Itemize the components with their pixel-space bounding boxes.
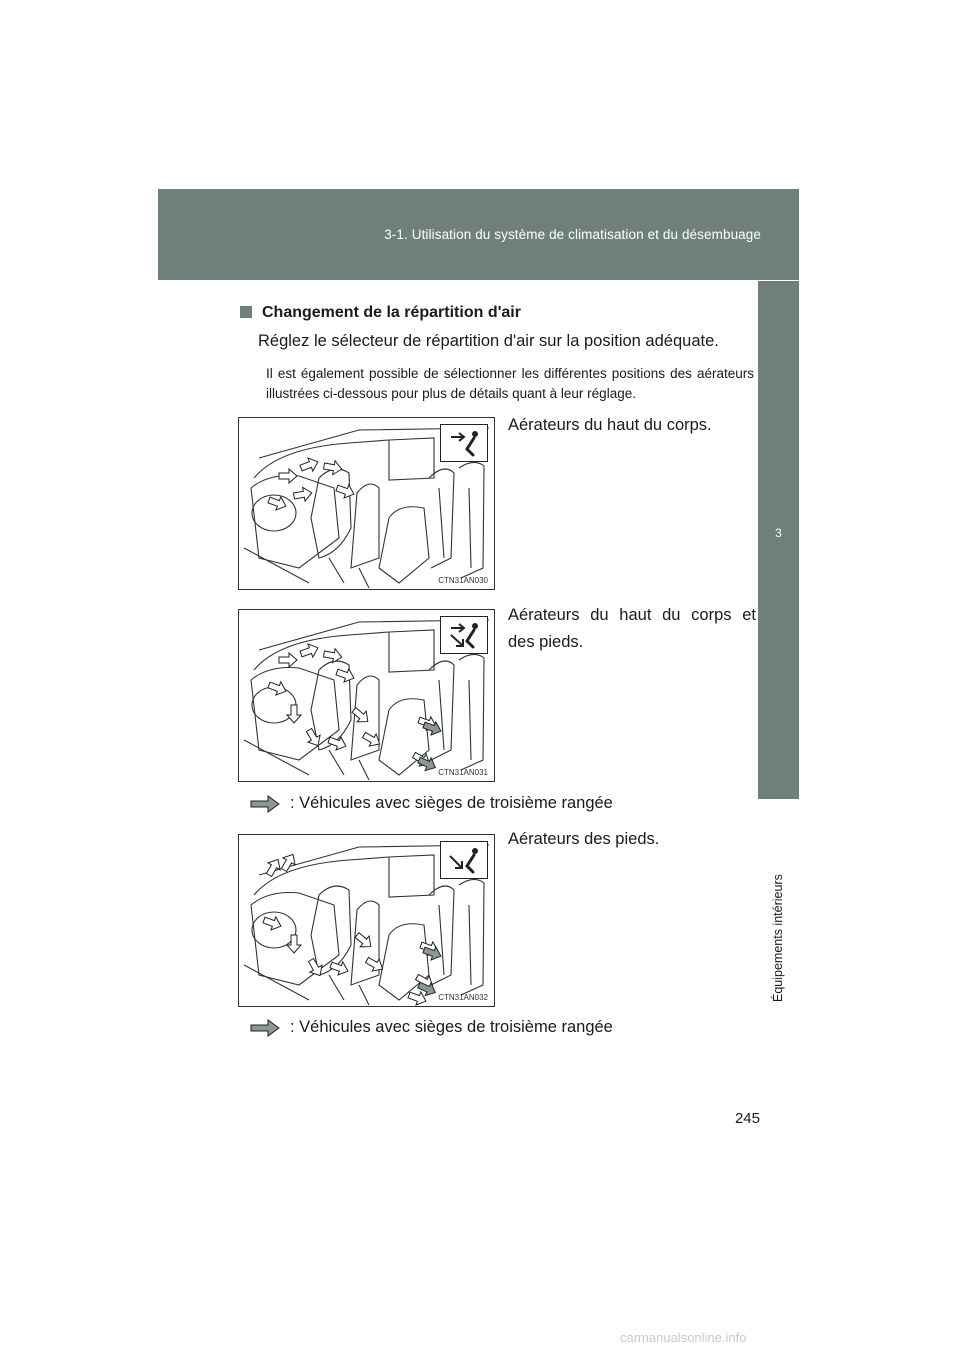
chapter-number: 3 <box>775 526 782 540</box>
chapter-side-tab <box>758 281 799 799</box>
illustration-line <box>459 654 484 770</box>
airflow-arrow <box>279 653 297 667</box>
legend-row <box>250 794 613 813</box>
airflow-arrow <box>335 481 357 500</box>
figure-code: CTN31AN032 <box>438 993 488 1002</box>
illustration-line <box>389 630 434 672</box>
third-row-arrow-icon <box>250 1019 280 1037</box>
illustration-line <box>459 462 484 578</box>
illustration-line <box>329 558 369 588</box>
airflow-arrow <box>293 486 313 503</box>
legend-row <box>250 1018 613 1037</box>
illustration-line <box>251 476 339 569</box>
square-bullet-icon <box>240 306 252 318</box>
airflow-arrow <box>267 493 289 512</box>
legend-text: : Véhicules avec sièges de troisième rangée <box>290 794 613 812</box>
figure-feet-vents <box>238 834 495 1007</box>
airflow-arrow <box>287 935 301 953</box>
face-feet-vent-icon <box>440 616 488 654</box>
airflow-arrow <box>350 705 373 727</box>
illustration-line <box>254 440 389 478</box>
chapter-header <box>158 189 799 280</box>
airflow-arrow <box>335 665 357 684</box>
feet-vent-icon <box>440 841 488 879</box>
illustration-line <box>439 905 471 985</box>
illustration-line <box>439 680 471 760</box>
figure-description: Aérateurs du haut du corps et des pieds. <box>508 606 756 651</box>
illustration-line <box>244 965 309 1000</box>
third-row-arrow-icon <box>250 795 280 813</box>
section-instruction: Réglez le sélecteur de répartition d'air sur la position adéquate. <box>258 332 719 350</box>
airflow-arrow <box>303 727 324 750</box>
airflow-arrow <box>361 729 384 750</box>
chapter-side-label <box>761 802 795 1002</box>
airflow-arrow <box>299 641 321 660</box>
illustration-line <box>254 632 389 670</box>
airflow-arrow <box>262 913 284 932</box>
airflow-arrow <box>287 705 301 723</box>
page-number: 245 <box>734 1110 760 1127</box>
illustration-line <box>329 750 369 780</box>
figure-face-vents <box>238 417 495 590</box>
figure-description: Aérateurs du haut du corps. <box>508 416 712 434</box>
chapter-title: 3-1. Utilisation du système de climatisation et du désembuage <box>384 227 761 242</box>
figure-code: CTN31AN030 <box>438 576 488 585</box>
section-note: Il est également possible de sélectionner les différentes positions des aérateurs illustrées ci-dessous pour plus de détails quant à leur réglage. <box>266 366 754 401</box>
illustration-line <box>459 879 484 995</box>
illustration-line <box>244 740 309 775</box>
airflow-arrow <box>299 455 321 474</box>
airflow-arrow <box>329 958 351 977</box>
section-heading-text: Changement de la répartition d'air <box>262 304 521 321</box>
airflow-arrow <box>353 930 376 952</box>
illustration-line <box>351 484 379 568</box>
watermark: carmanualsonline.info <box>620 1330 747 1345</box>
illustration-line <box>252 912 296 948</box>
illustration-line <box>389 438 434 480</box>
illustration-line <box>329 975 369 1005</box>
airflow-arrow <box>279 469 297 483</box>
illustration-line <box>439 488 471 568</box>
face-vent-icon <box>440 424 488 462</box>
figure-description: Aérateurs des pieds. <box>508 830 660 848</box>
chapter-side-label-text: Équipements intérieurs <box>771 874 785 1002</box>
illustration-line <box>389 855 434 897</box>
section-heading <box>240 304 521 322</box>
figure-face-feet-vents <box>238 609 495 782</box>
illustration-line <box>379 507 429 583</box>
airflow-arrow <box>323 459 343 476</box>
airflow-arrow <box>267 678 289 697</box>
legend-text: : Véhicules avec sièges de troisième rangée <box>290 1018 613 1036</box>
illustration-line <box>244 548 309 583</box>
figure-code: CTN31AN031 <box>438 768 488 777</box>
airflow-arrow <box>278 851 299 874</box>
